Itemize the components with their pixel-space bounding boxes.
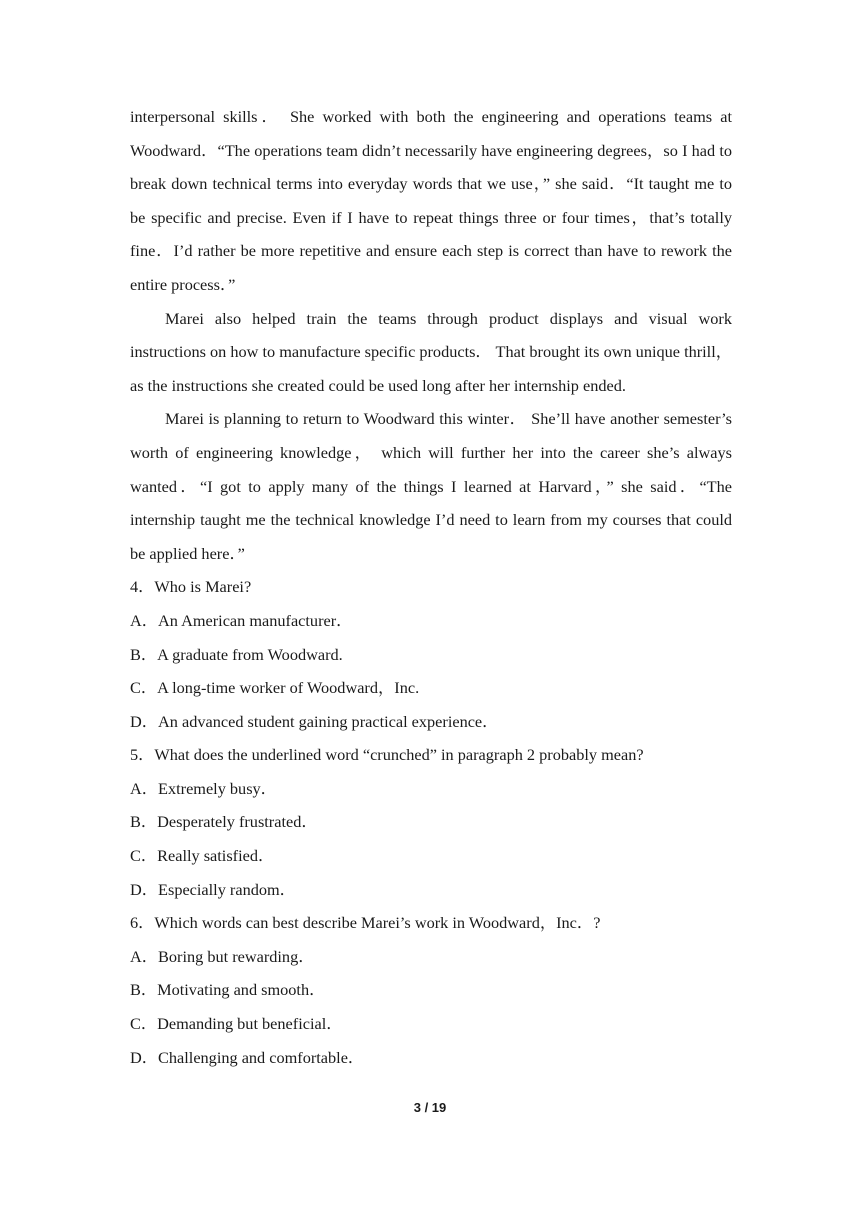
answer-option-d: D．Challenging and comfortable． (130, 1047, 365, 1067)
question-stem: 5．What does the underlined word “crunched” in paragraph 2 probably mean? (130, 745, 644, 765)
answer-option-b: B．A graduate from Woodward. (130, 644, 343, 664)
passage-paragraph-1: interpersonal skills． She worked with both the engineering and operations teams at Woodward．“The operations team didn’t necessarily have engineering degrees，so I had to break down technical terms into everyday words that we use，” she said．“It taught me to be specific and precise. Even if I have to repeat things three or four times，that’s totally fine．I’d rather be more repetitive and ensure each step is correct than have to rework the entire process．” (130, 107, 732, 294)
answer-option-a: A．Extremely busy． (130, 778, 277, 798)
answer-option-b: B．Motivating and smooth． (130, 980, 326, 1000)
page-content (130, 100, 732, 1074)
question-5 (130, 738, 732, 906)
answer-option-d: D．An advanced student gaining practical experience． (130, 711, 499, 731)
question-stem: 4．Who is Marei? (130, 577, 252, 597)
answer-option-d: D．Especially random． (130, 879, 296, 899)
page-number: 3 / 19 (413, 1100, 447, 1115)
question-6 (130, 906, 732, 1074)
answer-option-b: B．Desperately frustrated． (130, 812, 318, 832)
answer-option-a: A．An American manufacturer． (130, 610, 353, 630)
question-stem: 6．Which words can best describe Marei’s work in Woodward，Inc．? (130, 913, 601, 933)
answer-option-c: C．A long-time worker of Woodward，Inc. (130, 678, 420, 698)
answer-option-a: A．Boring but rewarding． (130, 946, 315, 966)
passage-paragraph-3: Marei is planning to return to Woodward this winter． She’ll have another semester’s worth of engineering knowledge， which will further her into the career she’s always wanted．“I got to apply many of the things I learned at Harvard，” she said．“The internship taught me the technical knowledge I’d need to learn from my courses that could be applied here．” (130, 409, 732, 563)
passage-paragraph-2: Marei also helped train the teams through product displays and visual work instructions on how to manufacture specific products． That brought its own unique thrill，as the instructions she created could be used long after her internship ended. (130, 308, 733, 395)
answer-option-c: C．Really satisfied． (130, 846, 275, 866)
answer-option-c: C．Demanding but beneficial． (130, 1014, 343, 1034)
question-4 (130, 570, 732, 738)
